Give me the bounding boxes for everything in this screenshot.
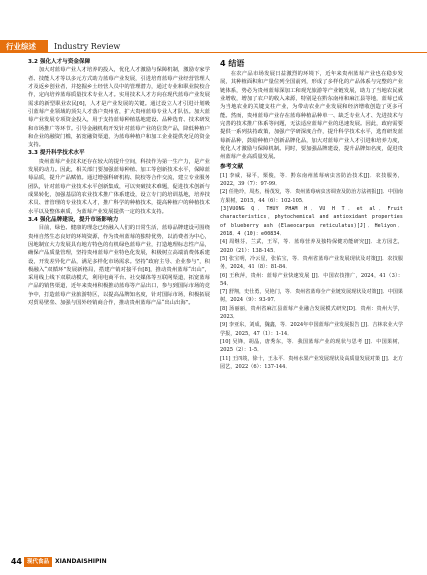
conclusion-title: 4 结语 <box>220 59 245 68</box>
references-title: 参考文献 <box>220 164 244 171</box>
reference-item: [8] 汤丽丽，贵州省麻江县蓝莓产业融合发展模式研究[D]．贵州：贵州大学，2023． <box>220 305 403 321</box>
section-3-4-title: 3.4 强化品牌建设，提升市场影响力 <box>28 216 119 223</box>
section-3-3-body: 贵州蓝莓产业技术还存在较大的提升空间，科技作为第一生产力，是产业发展的动力。因此，相关部门要加强蓝莓种植、加工等创新技术水平，保障蓝莓品质，提升产品赋值。通过增强科研机构、院校等合作交流，建立专业服务团队，针对蓝莓产业技术水平创新集成，可以突破技术难题，促进技术创新与成果转化，加强基层的农业技术推广体系建设，设立专门的培训基地，培养技术员、普管理的专业技术人才，推广科学的种植技术，提高种植户的种植技术水平以及整体素质，为蓝莓产业发展提供一定的技术支持。 <box>28 158 210 215</box>
section-3-2-body: 加大对蓝莓产业人才培养的投入，优化人才激励与保障机制，激励专家学者、技能人才等以多元方式助力蓝莓产业发展，引进培育蓝莓产业经营管理人才及返乡创业者，并挖掘乡土经营人员中的管理潜力，通过专业和职业院校合作，定向培养蓝莓质量技术专业人才。实用技术人才方向在现代蓝莓产业发展需求的新型职业农民[6]，人才是产业发展的关键。通过设立人才引进计划吸引蓝莓产业领域的顶尖人才落户贵州省，扩大贵州蓝莓专业人才队伍。加大蓝莓产业发展专项资金投入，用于支持蓝莓种植基地建设、品种选育、技术研发和市场推广等环节。引导金融机构开发针对蓝莓产业的信贷产品，降低种植户和企业的融资门槛，拓宽融资渠道，为蓝莓种植户和加工企业提供充足的资金支持。 <box>28 67 210 149</box>
reference-item: [1] 李威，禄平，栗俊，等．黔东南州蓝莓病虫害防治技术[J]．农技服务，2022，39（7）：97-99． <box>220 172 403 188</box>
column-title-en: Industry Review <box>54 42 121 51</box>
page-footer <box>0 556 427 568</box>
reference-item: [4] 周继芬，兰武，王军，等．蓝莓营养及独特保健功能研究[J]．北方园艺，2020（21）：138-145． <box>220 239 403 254</box>
section-3-2-title: 3.2 强化人才与资金保障 <box>28 59 91 65</box>
conclusion-body: 在农产品市场发展日益激烈的环境下，近年来贵州蓝莓产业也在稳步发展，其种植面积和产量位列全国前列，形成了多样化的产品体系与完整的产业链体系，势必为贵州蓝莓深加工和观光旅游等产业链发展，助力了当地农民就业增收，增加了农户的收入来源，特别是在黔东南州和麻江县等地，蓝莓已成为当地农业的关键支柱产业，为带动农业产业发展和经济增收创造了更多可能。然而，贵州蓝莓产业存在蓝莓种植品种单一、缺乏专业人才、先进技术与完善的技术推广体系等问题，无法适应蓝莓产业的迅速发展。因此，政府需要提供一系列扶持政策，加强产学研深度合作，提升科学技术水平，选育研发蓝莓新品种，鼓励种植户创新品牌化品，加大对蓝莓产业人才引进和培养力度，优化人才激励与保障机制。同时，要加强品牌建设，提升品牌知名度，促进贵州蓝莓产业高质量发展。 <box>220 71 403 161</box>
reference-item: [11] 王四竣，徐十，王永平．贵州水果产业发展现状及高质量发展对策 [J]．北方园艺，2022（6）：137-144． <box>220 355 403 370</box>
reference-item: [3]VUONG Q．THUY PHAM H．VU H T．et al．Fruit characteristics，phytochemical and antioxidant properties of blueberry ash (Elaeocarpus reticulatus)[J]．Heliyon．2018．4 (10)：e00834． <box>220 206 403 237</box>
section-3-3-title: 3.3 提升科学技术水平 <box>28 150 85 157</box>
reference-item: [9] 李亚东，刘成，魏鑫，等．2024年中国蓝莓产业发展报告 [J]．吉林农业大学学报，2025，47（1）：1-14． <box>220 322 403 337</box>
reference-list <box>220 172 403 372</box>
column-tag: 行业综述 <box>0 40 48 53</box>
reference-item: [10] 吴锋，胡晶，唐秀东，等．我国蓝莓产业的现状与思考 [J]．中国果树，2025（2）：1-5． <box>220 339 403 354</box>
reference-item: [5] 张宝明，冷云星，张佑宝，等．贵州省蓝莓产业发展现状及对策[J]．农技服务，2024，41（8）：81-84． <box>220 255 403 271</box>
right-column <box>220 58 403 371</box>
page-number: 44 <box>10 557 22 566</box>
left-column <box>28 58 210 307</box>
section-3-4-body: 目前，绿色、健康的理念已经融入人们的日常生活，蓝莓品牌建设可围绕贵州自然生态良好的环境资源，作为贵州蓝莓的独特优势，以消费者为中心，因地制宜大力发展具有地方特色的有机绿色蓝莓产业，打造地理标志性产品，确保产品质量管理，坚持贵州蓝莓产业特色化发展，积极树立高端消费体系建设，开发差异化产品，满足多样化市场需求。坚持“政府主导、企业参与”，积极融入“双循环”发展新格局，搭建产销对接平台[8]，推动贵州蓝莓“出山”，采用线上线下双联动模式，利用电商平台、社交媒体等互联网渠道，拓宽蓝莓产品的销售渠道，近年来贵州积极推动蓝莓等产品出口，参与到国际市场的竞争中，打造蓝莓产业旅游特区，以提高品牌知名度，针对国际市场，积极拓展对贸易壁垒、加强与国外经销商合作，推动贵州蓝莓产品“出山出海”。 <box>28 225 210 307</box>
reference-item: [7] 舒翔，史仕勇，吴艳门，等．贵州省蓝莓全产业链发展现状及对策[J]．中国果树，2024（9）：93-97． <box>220 289 403 304</box>
header-rule <box>48 52 427 53</box>
reference-item: [6] 王秋萍，贵州：蓝莓产业快速发展 [J]．中国农技推广，2024，41（3）：54． <box>220 272 403 287</box>
magazine-label: 现代食品 <box>24 557 52 567</box>
reference-item: [2] 任艳玲，周杰，杨茂发，等．贵州蓝莓病虫害调查及防治方法初报[J]．中国南方果树，2015，44（6）：102-105． <box>220 189 403 204</box>
magazine-name-en: XIANDAISHIPIN <box>55 558 107 565</box>
page-header <box>0 40 427 53</box>
